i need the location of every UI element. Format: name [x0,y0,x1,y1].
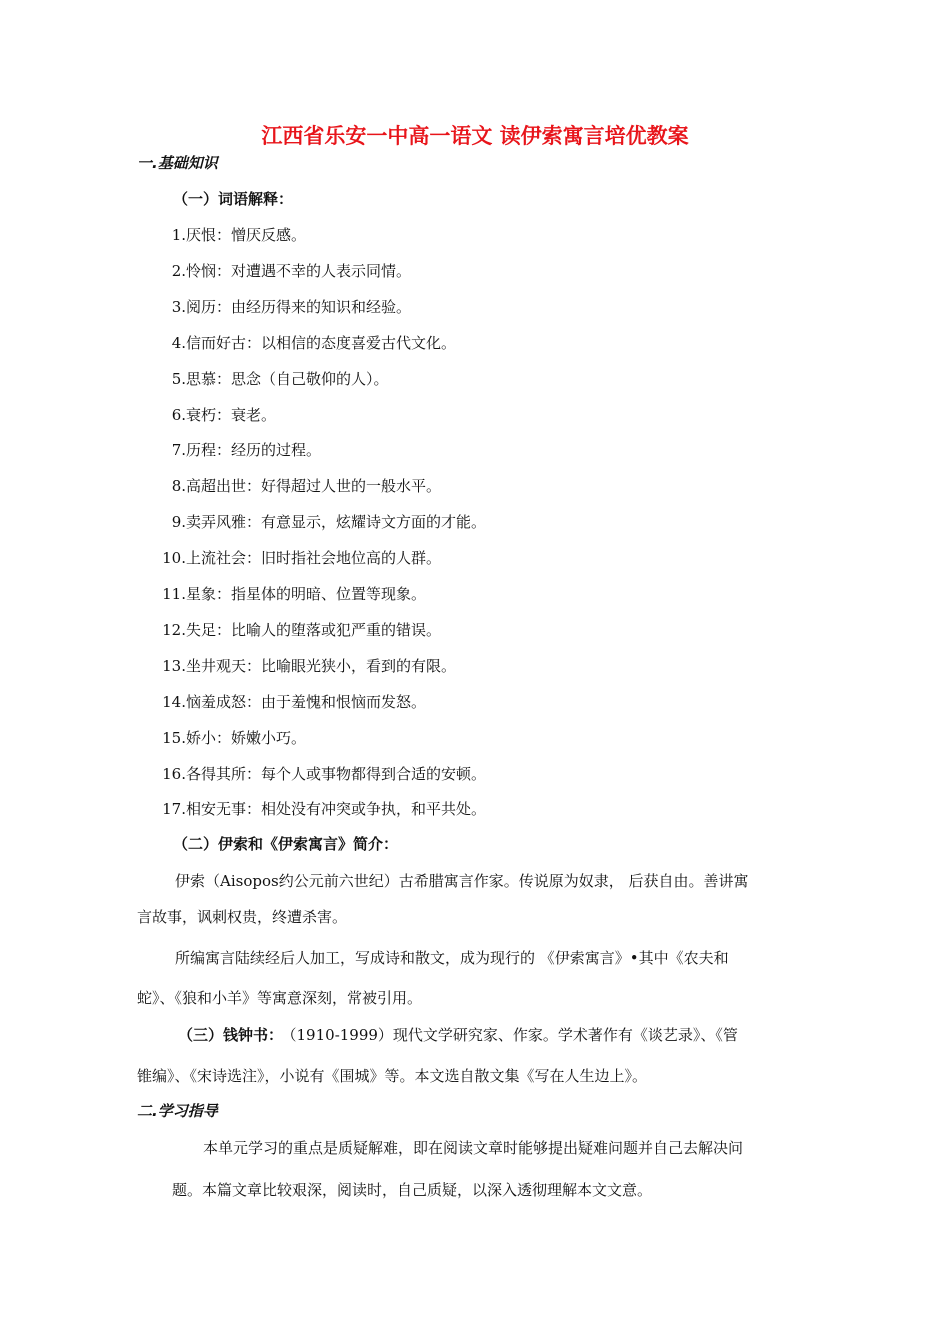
vocabulary-item-text: 思慕：思念（自己敬仰的人）。 [186,369,389,388]
vocabulary-item [150,655,456,677]
vocabulary-item-text: 上流社会：旧时指社会地位高的人群。 [186,549,442,568]
vocabulary-item-text: 各得其所：每个人或事物都得到合适的安顿。 [186,764,487,783]
aesop-paragraph-1-line-2: 言故事，讽刺权贵，终遭杀害。 [137,908,348,926]
vocabulary-item [150,619,441,641]
qian-zhongshu-label: （三）钱钟书： [178,1026,284,1044]
vocabulary-item-text: 失足：比喻人的堕落或犯严重的错误。 [186,620,442,639]
vocabulary-item [150,224,306,246]
section-heading-study-guide: 二.学习指导 [137,1102,218,1120]
vocabulary-item-text: 恼羞成怒：由于羞愧和恨恼而发怒。 [186,692,427,711]
vocabulary-item [150,404,276,426]
vocabulary-item-number: 8. [171,477,186,496]
vocabulary-item-text: 厌恨：憎厌反感。 [186,226,307,244]
vocabulary-item-number: 5. [171,369,186,388]
vocabulary-item [150,296,411,318]
vocabulary-item-text: 怜悯：对遭遇不幸的人表示同情。 [186,261,412,280]
vocabulary-item-text: 衰朽：衰老。 [186,405,277,424]
vocabulary-item-number: 13. [162,656,186,675]
vocabulary-item-text: 坐井观天：比喻眼光狭小，看到的有限。 [186,656,457,675]
qian-zhongshu-line-2: 锥编》、《宋诗选注》，小说有《围城》等。本文选自散文集《写在人生边上》。 [137,1067,648,1085]
vocabulary-item [150,332,456,354]
vocabulary-item-number: 3. [171,297,186,316]
vocabulary-item-number: 10. [162,549,186,568]
vocabulary-item-number: 4. [171,333,186,352]
vocabulary-item-number: 16. [162,764,186,783]
vocabulary-item-number: 7. [171,441,186,460]
qian-zhongshu-text: （1910-1999）现代文学研究家、作家。学术著作有《谈艺录》、《管 [289,1026,738,1044]
vocabulary-item [150,727,306,749]
vocabulary-item-number: 15. [162,728,186,747]
section-heading-basics: 一.基础知识 [137,154,218,172]
vocabulary-item-number: 17. [162,800,186,819]
vocabulary-item-number: 1. [171,226,186,244]
vocabulary-item-text: 阅历：由经历得来的知识和经验。 [186,297,412,316]
vocabulary-item [150,798,486,820]
vocabulary-item [150,691,426,713]
vocabulary-item-number: 9. [171,513,186,532]
aesop-paragraph-1-line-1: 伊索（Aisopos约公元前六世纪）古希腊寓言作家。传说原为奴隶， 后获自由。善讲寓 [175,872,749,890]
vocabulary-item-text: 星象：指星体的明暗、位置等现象。 [186,585,427,603]
qian-zhongshu-line-1 [178,1024,738,1046]
study-guide-line-1: 本单元学习的重点是质疑解难，即在阅读文章时能够提出疑难问题并自己去解决问 [203,1139,744,1157]
vocabulary-item [150,368,389,390]
vocabulary-item-text: 高超出世：好得超过人世的一般水平。 [186,477,442,496]
vocabulary-item-number: 12. [162,620,186,639]
study-guide-line-2: 题。本篇文章比较艰深，阅读时，自己质疑，以深入透彻理解本文文意。 [172,1181,653,1199]
subheading-vocabulary: （一）词语解释： [173,190,294,208]
vocabulary-item [150,547,441,569]
vocabulary-item [150,439,321,461]
vocabulary-item-text: 卖弄风雅：有意显示，炫耀诗文方面的才能。 [186,513,487,532]
aesop-paragraph-2-line-2: 蛇》、《狼和小羊》等寓意深刻，常被引用。 [137,989,423,1007]
vocabulary-item-number: 2. [171,261,186,280]
document-title: 江西省乐安一中高一语文 读伊索寓言培优教案 [261,124,689,148]
vocabulary-item-number: 6. [171,405,186,424]
vocabulary-item-number: 14. [162,692,186,711]
vocabulary-item-text: 相安无事：相处没有冲突或争执，和平共处。 [186,800,487,819]
aesop-paragraph-2-line-1: 所编寓言陆续经后人加工，写成诗和散文，成为现行的 《伊索寓言》•其中《农夫和 [175,949,729,967]
vocabulary-item [150,475,441,497]
vocabulary-item [150,583,426,605]
vocabulary-item-text: 信而好古：以相信的态度喜爱古代文化。 [186,333,457,352]
vocabulary-item-number: 11. [162,585,186,603]
vocabulary-item-text: 历程：经历的过程。 [186,441,322,460]
vocabulary-item-text: 娇小：娇嫩小巧。 [186,728,307,747]
vocabulary-item [150,260,411,282]
vocabulary-item [150,763,486,785]
subheading-aesop-intro: （二）伊索和《伊索寓言》简介： [173,835,399,853]
vocabulary-item [150,511,486,533]
